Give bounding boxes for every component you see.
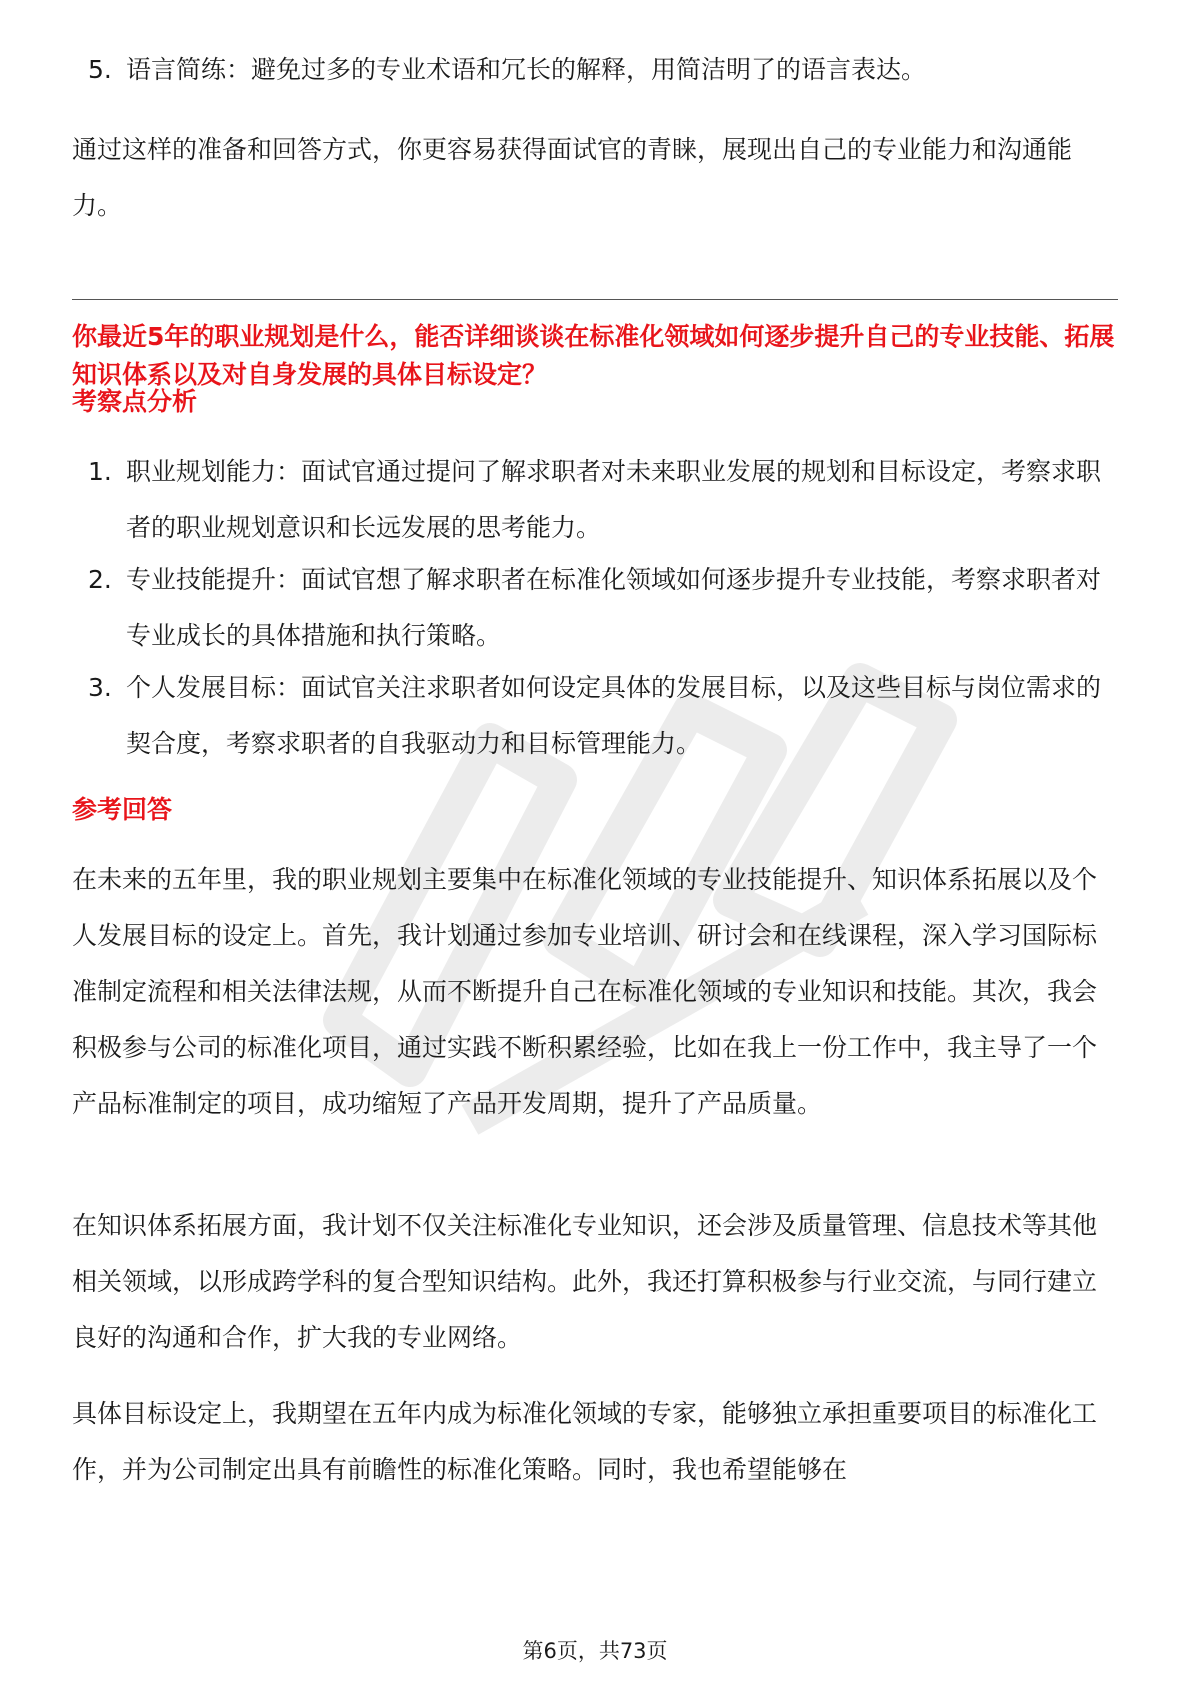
list-number: 5.: [88, 55, 112, 84]
list-text: 职业规划能力：面试官通过提问了解求职者对未来职业发展的规划和目标设定，考察求职者的职业规划意识和长远发展的思考能力。: [126, 457, 1102, 542]
list-number: 1.: [88, 457, 112, 486]
analysis-item-2: [88, 552, 1118, 664]
list-text: 个人发展目标：面试官关注求职者如何设定具体的发展目标，以及这些目标与岗位需求的契合度，考察求职者的自我驱动力和目标管理能力。: [126, 673, 1102, 758]
closing-paragraph: 通过这样的准备和回答方式，你更容易获得面试官的青睐，展现出自己的专业能力和沟通能力。: [72, 135, 1073, 220]
answer-paragraph-3: 具体目标设定上，我期望在五年内成为标准化领域的专家，能够独立承担重要项目的标准化工作，并为公司制定出具有前瞻性的标准化策略。同时，我也希望能够在: [72, 1399, 1098, 1484]
list-number: 2.: [88, 565, 112, 594]
analysis-title: 考察点分析: [72, 387, 198, 416]
analysis-item-1: [88, 444, 1118, 556]
answer-title: 参考回答: [72, 795, 173, 824]
list-item-language: [88, 42, 1118, 98]
analysis-item-3: [88, 660, 1118, 772]
list-text: 语言简练：避免过多的专业术语和冗长的解释，用简洁明了的语言表达。: [126, 55, 927, 84]
list-text: 专业技能提升：面试官想了解求职者在标准化领域如何逐步提升专业技能，考察求职者对专业成长的具体措施和执行策略。: [126, 565, 1102, 650]
question-heading: 你最近5年的职业规划是什么，能否详细谈谈在标准化领域如何逐步提升自己的专业技能、拓展知识体系以及对自身发展的具体目标设定？: [72, 322, 1115, 389]
list-number: 3.: [88, 673, 112, 702]
answer-paragraph-1: 在未来的五年里，我的职业规划主要集中在标准化领域的专业技能提升、知识体系拓展以及个人发展目标的设定上。首先，我计划通过参加专业培训、研讨会和在线课程，深入学习国际标准制定流程和相关法律法规，从而不断提升自己在标准化领域的专业知识和技能。其次，我会积极参与公司的标准化项目，通过实践不断积累经验，比如在我上一份工作中，我主导了一个产品标准制定的项目，成功缩短了产品开发周期，提升了产品质量。: [72, 865, 1098, 1118]
page-footer: 第6页，共73页: [522, 1639, 668, 1663]
divider: [72, 299, 1118, 300]
answer-paragraph-2: 在知识体系拓展方面，我计划不仅关注标准化专业知识，还会涉及质量管理、信息技术等其他相关领域，以形成跨学科的复合型知识结构。此外，我还打算积极参与行业交流，与同行建立良好的沟通和合作，扩大我的专业网络。: [72, 1211, 1098, 1352]
